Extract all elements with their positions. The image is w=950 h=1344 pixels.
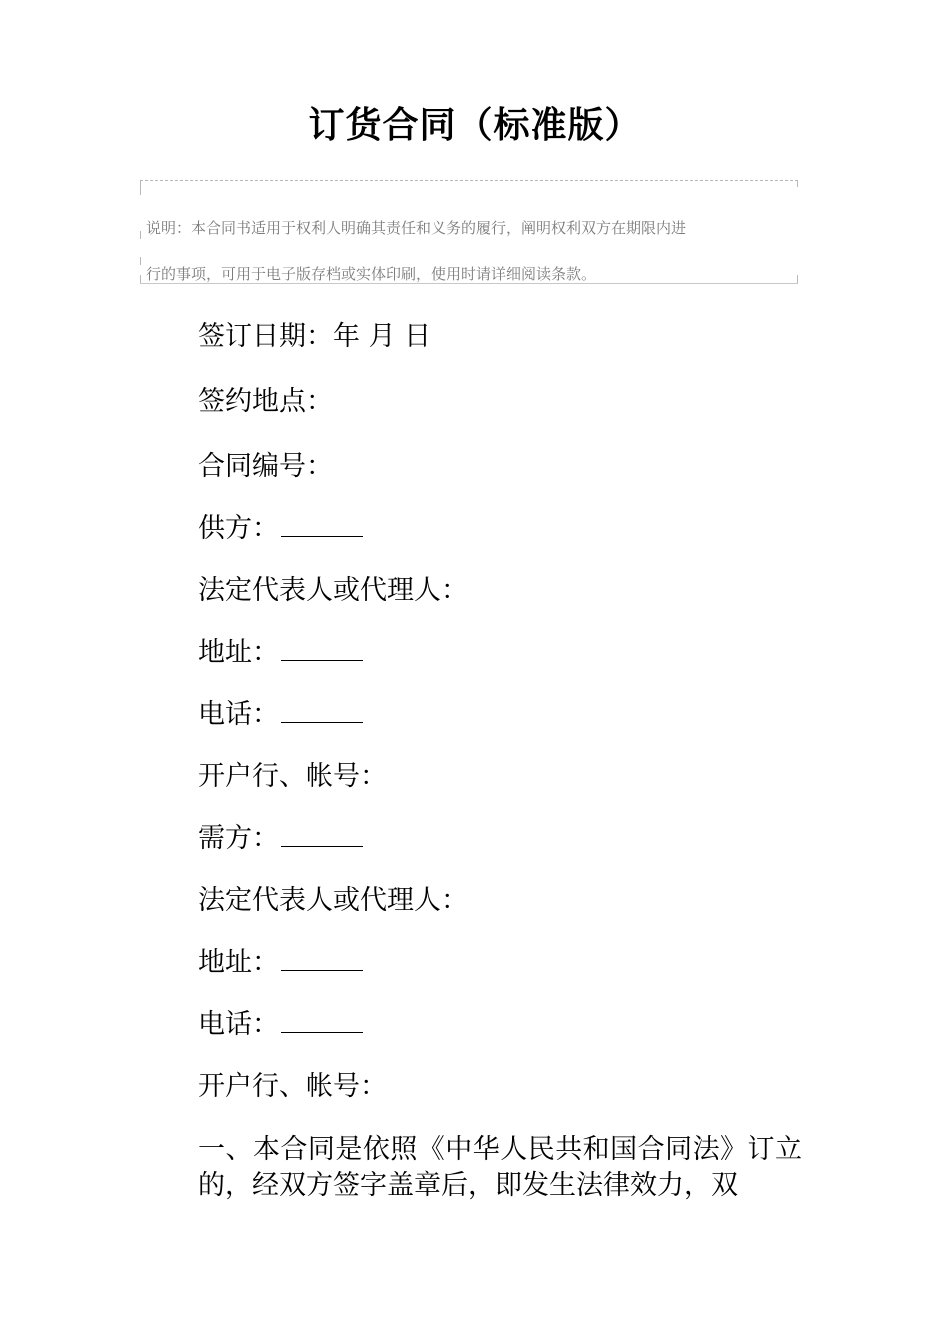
- field-label: 需方：: [198, 823, 279, 854]
- field-label: 法定代表人或代理人：: [198, 885, 468, 916]
- clause-paragraph: 一、本合同是依照《中华人民共和国合同法》订立的，经双方签字盖章后，即发生法律效力，双: [198, 1134, 802, 1201]
- field-label: 开户行、帐号：: [198, 1071, 387, 1102]
- field-label: 地址：: [198, 637, 279, 668]
- sign-place-field: [198, 368, 808, 436]
- sign-date-field: [198, 306, 808, 368]
- buyer-phone-field: [198, 994, 808, 1056]
- notice-text: [146, 205, 786, 297]
- buyer-rep-field: [198, 870, 808, 932]
- contract-fields: [198, 306, 808, 1118]
- notice-border-mark: [140, 257, 141, 265]
- field-label: 合同编号：: [198, 451, 333, 482]
- blank-line: [281, 634, 363, 661]
- field-label: 地址：: [198, 947, 279, 978]
- notice-box: [140, 180, 798, 284]
- blank-line: [281, 510, 363, 537]
- blank-line: [281, 696, 363, 723]
- notice-border-mark: [140, 275, 141, 283]
- field-label: 签约地点：: [198, 386, 333, 417]
- supplier-address-field: [198, 622, 808, 684]
- notice-border-mark: [140, 231, 141, 239]
- supplier-bank-field: [198, 746, 808, 808]
- supplier-rep-field: [198, 560, 808, 622]
- buyer-address-field: [198, 932, 808, 994]
- contract-no-field: [198, 436, 808, 498]
- notice-line: 说明：本合同书适用于权利人明确其责任和义务的履行，阐明权利双方在期限内进: [146, 219, 687, 237]
- field-label: 电话：: [198, 699, 279, 730]
- buyer-field: [198, 808, 808, 870]
- supplier-field: [198, 498, 808, 560]
- blank-line: [281, 1006, 363, 1033]
- field-label: 法定代表人或代理人：: [198, 575, 468, 606]
- field-label: 电话：: [198, 1009, 279, 1040]
- notice-border-mark: [140, 181, 141, 195]
- buyer-bank-field: [198, 1056, 808, 1118]
- field-label: 签订日期：年 月 日: [198, 321, 432, 352]
- field-label: 开户行、帐号：: [198, 761, 387, 792]
- supplier-phone-field: [198, 684, 808, 746]
- blank-line: [281, 820, 363, 847]
- blank-line: [281, 944, 363, 971]
- notice-border-mark: [797, 181, 798, 187]
- notice-border-mark: [797, 275, 798, 283]
- notice-line: 行的事项，可用于电子版存档或实体印刷，使用时请详细阅读条款。: [146, 265, 597, 283]
- field-label: 供方：: [198, 513, 279, 544]
- document-title: 订货合同（标准版）: [308, 104, 642, 146]
